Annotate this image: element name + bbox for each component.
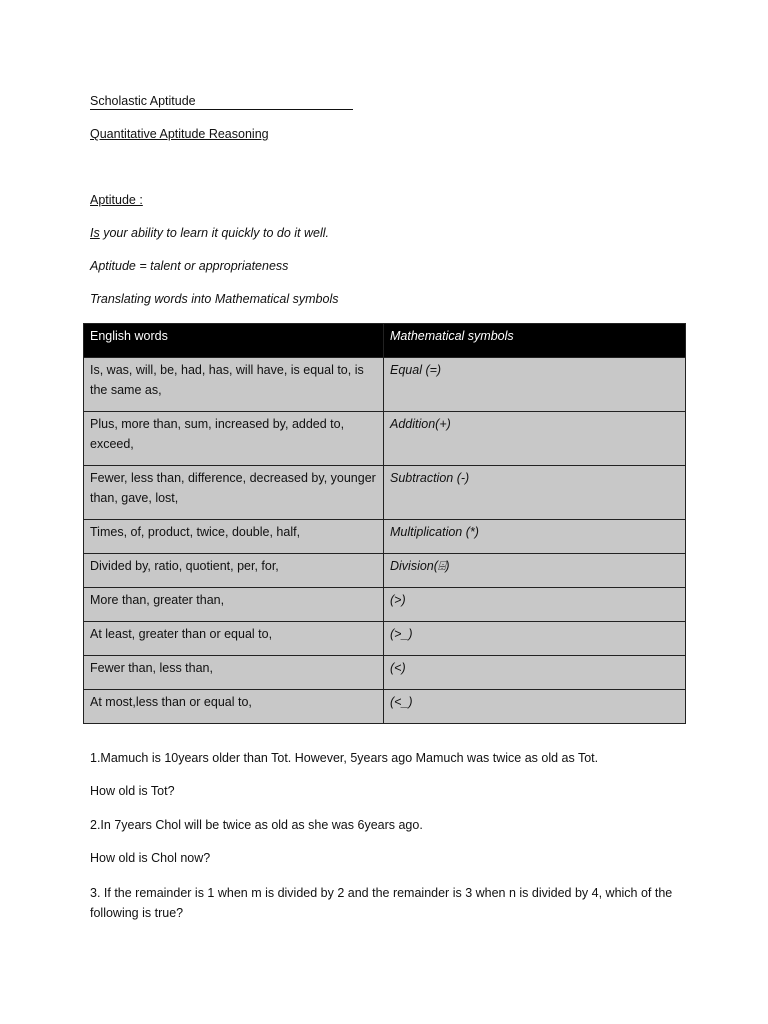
english-words-cell: Plus, more than, sum, increased by, added to, exceed, [84, 412, 384, 466]
symbol-cell: (<_) [384, 690, 686, 724]
table-row [84, 554, 686, 588]
table-row [84, 656, 686, 690]
table-row [84, 520, 686, 554]
english-words-cell: Divided by, ratio, quotient, per, for, [84, 554, 384, 588]
symbol-cell: Addition(+) [384, 412, 686, 466]
english-words-cell: At least, greater than or equal to, [84, 622, 384, 656]
question-1: 1.Mamuch is 10years older than Tot. However, 5years ago Mamuch was twice as old as Tot. [90, 751, 599, 765]
english-words-cell: Fewer than, less than, [84, 656, 384, 690]
symbol-cell: Subtraction (-) [384, 466, 686, 520]
column-header-symbols: Mathematical symbols [384, 324, 686, 358]
aptitude-heading: Aptitude : [90, 193, 143, 207]
document-subtitle: Quantitative Aptitude Reasoning [90, 127, 269, 141]
document-title: Scholastic Aptitude [90, 94, 353, 110]
table-row [84, 622, 686, 656]
english-words-cell: More than, greater than, [84, 588, 384, 622]
english-words-cell: At most,less than or equal to, [84, 690, 384, 724]
question-2-ask: How old is Chol now? [90, 851, 211, 865]
english-words-cell: Times, of, product, twice, double, half, [84, 520, 384, 554]
english-words-cell: Fewer, less than, difference, decreased by, younger than, gave, lost, [84, 466, 384, 520]
table-row [84, 588, 686, 622]
symbol-cell: (<) [384, 656, 686, 690]
column-header-english: English words [84, 324, 384, 358]
table-row [84, 690, 686, 724]
aptitude-equation: Aptitude = talent or appropriateness [90, 259, 289, 273]
symbol-cell: Division(⌹) [384, 554, 686, 588]
table-header-row [84, 324, 686, 358]
table-row [84, 466, 686, 520]
symbol-cell: (>_) [384, 622, 686, 656]
symbol-cell: Multiplication (*) [384, 520, 686, 554]
question-2: 2.In 7years Chol will be twice as old as she was 6years ago. [90, 818, 423, 832]
symbol-cell: Equal (=) [384, 358, 686, 412]
symbol-cell: (>) [384, 588, 686, 622]
english-words-cell: Is, was, will, be, had, has, will have, is equal to, is the same as, [84, 358, 384, 412]
question-3: 3. If the remainder is 1 when m is divided by 2 and the remainder is 3 when n is divided by 4, which of the following is true? [90, 886, 673, 920]
question-1-ask: How old is Tot? [90, 784, 175, 798]
table-row [84, 412, 686, 466]
symbols-table [83, 323, 686, 724]
definition-rest: your ability to learn it quickly to do it well. [99, 226, 330, 240]
translating-heading: Translating words into Mathematical symbols [90, 292, 339, 306]
table-row [84, 358, 686, 412]
definition-lead: Is [90, 226, 100, 240]
aptitude-definition [90, 226, 329, 240]
